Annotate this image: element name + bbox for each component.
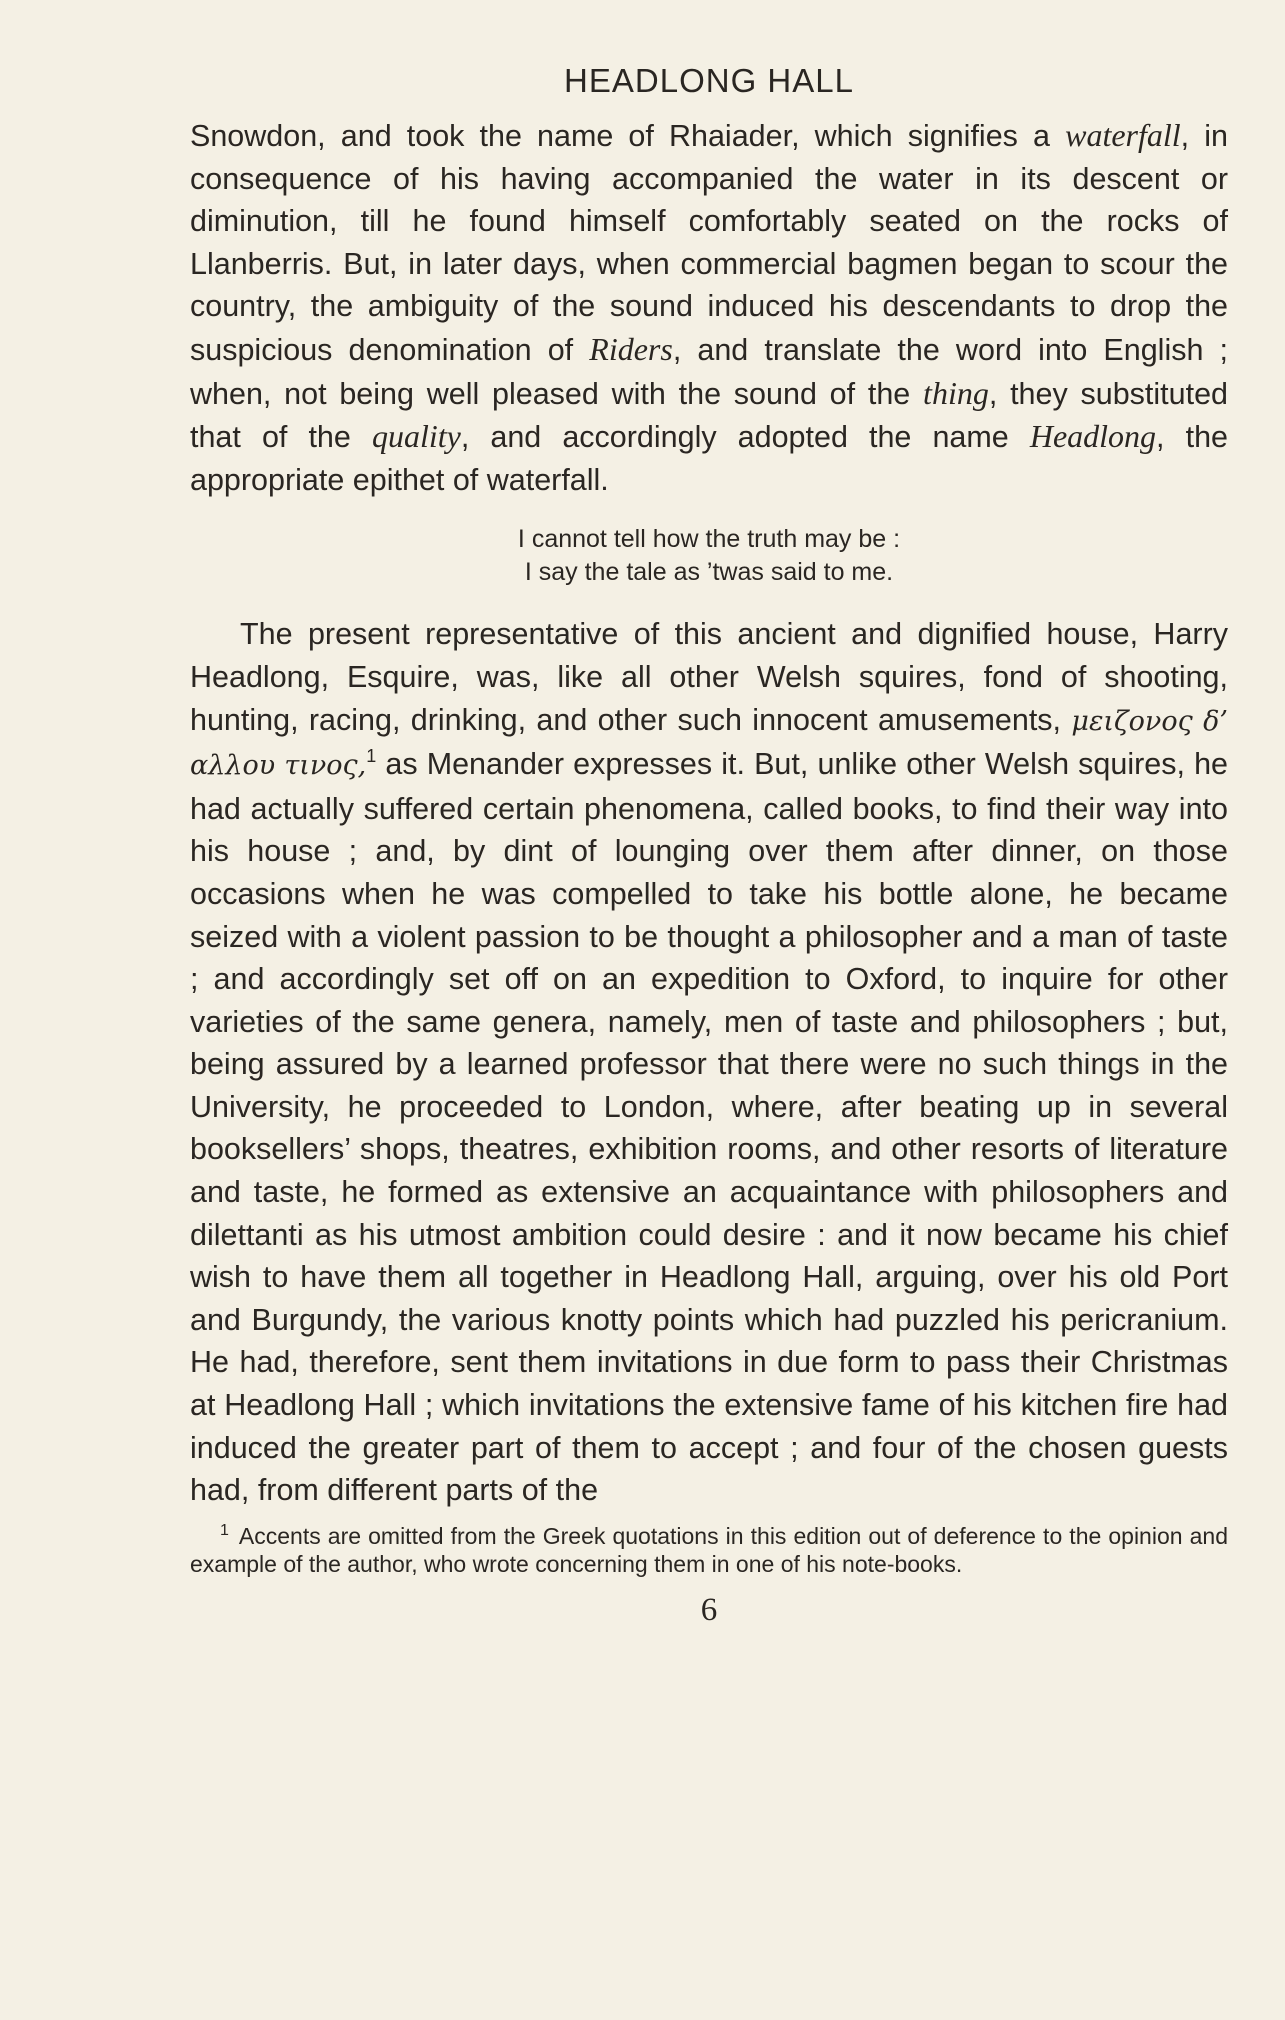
text-run: , in consequence of his having accompanied the water in its descent or diminution, till he found himself comfortably seated on the rocks of Llanberris. But, in later days, when commercial bagmen began to scour the country, the ambiguity of the sound induced his descendants to drop the suspicious denomination of (190, 119, 1228, 367)
italic-headlong: Headlong (1029, 418, 1157, 455)
verse-quote (190, 523, 1228, 589)
text-run: , the appropriate epithet of waterfall. (190, 420, 1228, 497)
italic-waterfall: waterfall (1065, 117, 1181, 153)
footnote (190, 1522, 1228, 1578)
footnote-mark: 1 (220, 1521, 229, 1539)
verse-line-2: I say the tale as ’twas said to me. (524, 558, 894, 587)
verse-line-1: I cannot tell how the truth may be : (517, 525, 901, 554)
text-run: The present representative of this ancient and dignified house, Harry Headlong, Esquire, was, like all other Welsh squires, fond of shooting, hunting, racing, drinking, and other such innocent amusements, (190, 617, 1228, 737)
text-run: , and accordingly adopted the name (460, 420, 1030, 455)
italic-riders: Riders (589, 330, 673, 367)
footnote-reference: 1 (366, 746, 377, 767)
text-run: , and translate the word into English ; when, not being well pleased with the sound of the (190, 332, 1228, 411)
running-head: HEADLONG HALL (564, 62, 854, 99)
italic-thing: thing (923, 374, 989, 411)
greek-quotation: μειζονος δ’ αλλου τινος, (190, 705, 1228, 782)
footnote-text: Accents are omitted from the Greek quotations in this edition out of deference to the opinion and example of the author, who wrote concerning them in one of his note-books. (190, 1522, 1228, 1577)
book-page (190, 62, 1228, 1629)
text-run: Snowdon, and took the name of Rhaiader, which signifies a (190, 119, 1066, 153)
paragraph-2 (190, 613, 1228, 1511)
italic-quality: quality (371, 418, 461, 455)
text-run: , they substituted that of the (190, 376, 1228, 455)
text-run: as Menander expresses it. But, unlike other Welsh squires, he had actually suffered certain phenomena, called books, to find their way into his house ; and, by dint of lounging over them after dinner, on those occasions when he was compelled to take his bottle alone, he became seized with a violent passion to be thought a philosopher and a man of taste ; and accordingly set off on an expedition to Oxford, to inquire for other varieties of the same genera, namely, men of taste and philosophers ; but, being assured by a learned professor that there were no such things in the University, he proceeded to London, where, after beating up in several booksellers’ shops, theatres, exhibition rooms, and other resorts of literature and taste, he formed as extensive an acquaintance with philosophers and dilettanti as his utmost ambition could desire : and it now became his chief wish to have them all together in Headlong Hall, arguing, over his old Port and Burgundy, the various knotty points which had puzzled his pericranium. He had, therefore, sent them invitations in due form to pass their Christmas at Headlong Hall ; which invitations the extensive fame of his kitchen fire had induced the greater part of them to accept ; and four of the chosen guests had, from different parts of the (190, 747, 1228, 1508)
paragraph-1 (190, 114, 1228, 501)
page-number: 6 (700, 1591, 718, 1628)
